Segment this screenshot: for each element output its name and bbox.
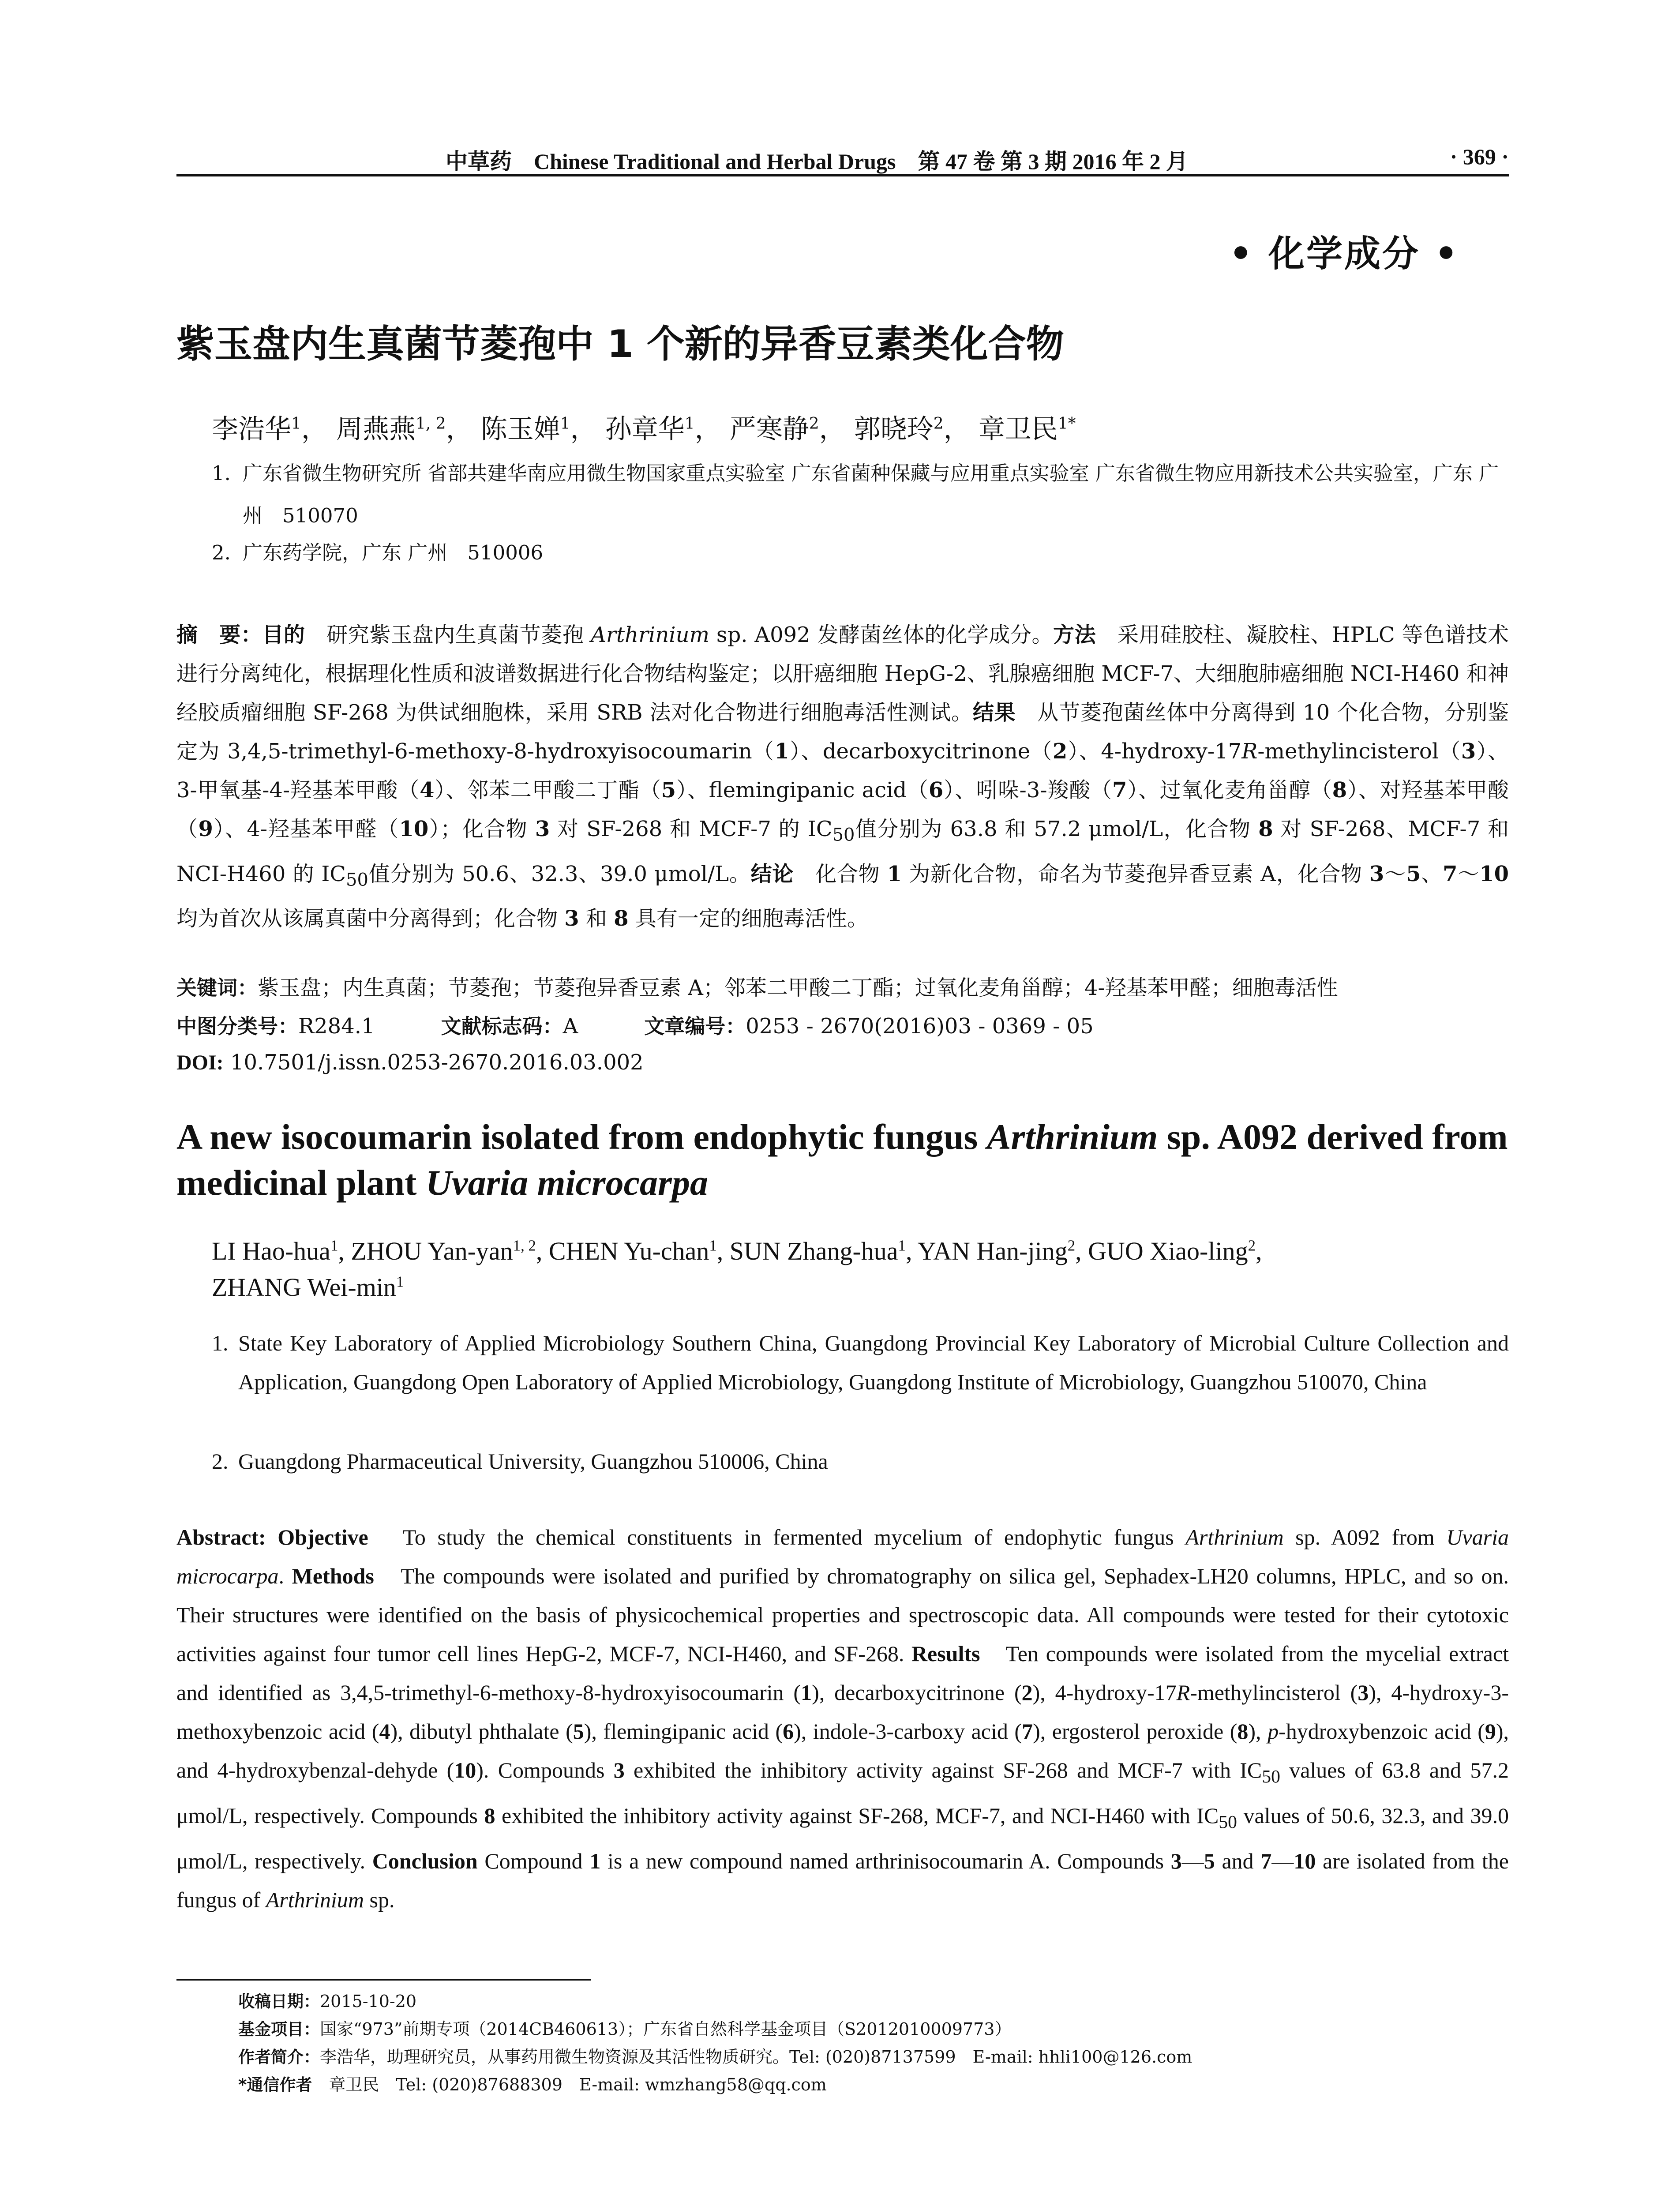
compound-number: 2 [1052, 739, 1068, 764]
results-text: exhibited the inhibitory activity against SF-268 and MCF-7 with IC [624, 1758, 1262, 1782]
author-name: YAN Han-jing [917, 1237, 1068, 1265]
author-name: 严寒静 [729, 414, 809, 445]
affil-text: State Key Laboratory of Applied Microbiology Southern China, Guangdong Provincial Key Laboratory of Microbial Culture Collection and Application, Guangdong Open Laboratory of Applied Microbiology, Guangdong Institute of Microbiology, Guangzhou 510070, China [238, 1331, 1509, 1394]
conclusion-text: and [1215, 1849, 1261, 1873]
results-text: ）、吲哚-3-羧酸（ [943, 778, 1112, 803]
received-date: 2015-10-20 [320, 1992, 417, 2011]
compound-number: 2 [1021, 1680, 1033, 1705]
stereo-descriptor: R [1241, 739, 1258, 764]
article-no-value: 0253 - 2670(2016)03 - 0369 - 05 [746, 1014, 1094, 1039]
section-label: • 化学成分 • [1229, 233, 1459, 275]
conclusion-text: sp. [364, 1887, 395, 1912]
author-name: GUO Xiao-ling [1088, 1237, 1248, 1265]
chinese-affiliation-2 [212, 532, 1513, 574]
compound-number: 7 [1022, 1719, 1033, 1744]
footnotes [238, 1988, 1192, 2099]
results-text: ), and 4-hydroxybenzal-dehyde ( [176, 1719, 1509, 1782]
doi-label: DOI: [176, 1051, 224, 1074]
compound-number: 10 [399, 817, 429, 841]
results-text: values of 50.6, 32.3, and 39.0 μmol/L, respectively. [176, 1803, 1509, 1873]
abstract-label: 摘 要： [176, 623, 262, 647]
ic50-subscript: 50 [832, 825, 855, 845]
results-text: Ten compounds were isolated from the mycelial extract and identified as 3,4,5-trimethyl-6-methoxy-8-hydroxyisocoumarin ( [176, 1641, 1509, 1705]
author-name: 陈玉婵 [480, 414, 560, 445]
english-title [176, 1114, 1509, 1206]
results-text: -methylincisterol ( [1190, 1680, 1358, 1705]
results-label: 结果 [972, 700, 1016, 725]
affil-text: 广东省微生物研究所 省部共建华南应用微生物国家重点实验室 广东省菌种保藏与应用重点实验室 广东省微生物应用新技术公共实验室，广东 广州 510070 [243, 461, 1499, 527]
results-text: 值分别为 50.6、32.3、39.0 μmol/L。 [368, 861, 751, 886]
compound-number: 3 [1358, 1680, 1369, 1705]
compound-number: 9 [198, 817, 213, 841]
fund-label: 基金项目： [238, 2020, 320, 2039]
author-name: 章卫民 [978, 414, 1058, 445]
conclusion-text: — [1271, 1849, 1294, 1873]
results-text: ）、邻苯二甲酸二丁酯（ [434, 778, 661, 803]
affil-number: 1. [212, 461, 231, 485]
results-text: 对 SF-268 和 MCF-7 的 IC [550, 817, 832, 841]
compound-number: 6 [783, 1719, 794, 1744]
chinese-title: 紫玉盘内生真菌节菱孢中 1 个新的异香豆素类化合物 [176, 322, 1064, 366]
doccode-label: 文献标志码： [441, 1014, 563, 1038]
conclusion-text: ～ [1384, 861, 1406, 886]
author-affil: 1 [291, 415, 301, 433]
compound-number: 5 [661, 778, 676, 803]
compound-number: 3 [535, 817, 550, 841]
conclusion-text: is a new compound named arthrinisocoumarin A. Compounds [600, 1849, 1171, 1873]
compound-number: 8 [1237, 1719, 1249, 1744]
results-text: ), [1248, 1719, 1268, 1744]
results-text: -hydroxybenzoic acid ( [1279, 1719, 1485, 1744]
results-text: ）；化合物 [428, 817, 535, 841]
author-name: ZHANG Wei-min [212, 1273, 396, 1302]
affil-number: 2. [212, 541, 231, 564]
journal-info: 中草药 Chinese Traditional and Herbal Drugs 第 47 卷 第 3 期 2016 年 2 月 [446, 149, 1188, 174]
chinese-authors: 李浩华$^1$， 周燕燕$^{1, 2}$， 陈玉婵$^1$， 孙章华$^1$， 严寒静$^2$， 郭晓玲$^2$， 章卫民$^{1*}$ [212, 414, 1076, 445]
received-label: 收稿日期： [238, 1992, 320, 2011]
classification-line [176, 1010, 1160, 1039]
genus-name: Arthrinium [591, 623, 710, 647]
doi-value: 10.7501/j.issn.0253-2670.2016.03.002 [223, 1050, 644, 1075]
compound-number: 8 [1258, 817, 1273, 841]
author-affil: 2 [1067, 1237, 1076, 1254]
compound-number: 3 [564, 906, 579, 931]
english-affiliation-2 [212, 1442, 1509, 1481]
compound-number: 3 [1461, 739, 1476, 764]
compound-number: 1 [801, 1680, 812, 1705]
compound-number: 7 [1260, 1849, 1272, 1873]
keywords-label: 关键词： [176, 976, 258, 1000]
compound-number: 9 [1485, 1719, 1496, 1744]
results-text: ）、对羟基苯甲酸（ [176, 778, 1509, 841]
fund-text: 国家“973”前期专项（2014CB460613）；广东省自然科学基金项目（S2012010009773） [320, 2019, 1012, 2039]
received-date-line [238, 1988, 1192, 2015]
results-text: 从节菱孢菌丝体中分离得到 10 个化合物，分别鉴定为 3,4,5-trimethyl-6-methoxy-8-hydroxyisocoumarin（ [176, 700, 1509, 764]
results-text: ）、decarboxycitrinone（ [789, 739, 1053, 764]
header-rule [176, 174, 1509, 176]
compound-number: 1 [774, 739, 789, 764]
results-text: 值分别为 63.8 和 57.2 μmol/L，化合物 [855, 817, 1259, 841]
author-affil: 2 [1248, 1237, 1256, 1254]
conclusion-text: Compound [477, 1849, 590, 1873]
objective-text: To study the chemical constituents in fermented mycelium of endophytic fungus [368, 1525, 1186, 1549]
results-text: ), indole-3-carboxy acid ( [794, 1719, 1022, 1744]
author-affil: 1, 2 [513, 1237, 536, 1254]
author-affil: 1 [684, 415, 695, 433]
author-bio-text: 李浩华，助理研究员，从事药用微生物资源及其活性物质研究。Tel: (020)87137599 E-mail: hhli100@126.com [320, 2047, 1192, 2067]
author-name: 周燕燕 [336, 414, 416, 445]
compound-number: 4 [420, 778, 435, 803]
results-text: ）、flemingipanic acid（ [676, 778, 929, 803]
compound-number: 8 [484, 1803, 495, 1828]
conclusion-text: 均为首次从该属真菌中分离得到；化合物 [176, 906, 565, 931]
genus-name: Arthrinium [986, 1117, 1158, 1157]
affil-text: 广东药学院，广东 广州 510006 [243, 541, 544, 564]
author-name: LI Hao-hua [212, 1237, 330, 1265]
author-affil: 1 [709, 1237, 717, 1254]
objective-label: 目的 [262, 623, 305, 647]
compound-number: 10 [1294, 1849, 1316, 1873]
conclusion-text: 化合物 [794, 861, 887, 886]
results-text: ）、4-hydroxy-17 [1067, 739, 1242, 764]
english-affiliation-1 [212, 1324, 1509, 1401]
author-name: SUN Zhang-hua [729, 1237, 898, 1265]
author-affil: 2 [933, 415, 944, 433]
author-affil: 1 [560, 415, 570, 433]
results-text: ）、4-羟基苯甲醛（ [213, 817, 399, 841]
results-text: ). Compounds [476, 1758, 614, 1782]
results-text: ), decarboxycitrinone ( [812, 1680, 1022, 1705]
ic50-subscript: 50 [346, 870, 368, 890]
results-text: values of 63.8 and 57.2 μmol/L, respectively. Compounds [176, 1758, 1509, 1828]
methods-label: 方法 [1053, 623, 1096, 647]
results-text: ), dibutyl phthalate ( [390, 1719, 573, 1744]
results-text: ), 4-hydroxy-17 [1032, 1680, 1177, 1705]
stereo-descriptor: R [1176, 1680, 1190, 1705]
plant-name: Uvaria microcarpa [176, 1525, 1509, 1588]
author-affil: 1 [330, 1237, 338, 1254]
doccode-value: A [562, 1014, 578, 1039]
conclusion-text: — [1181, 1849, 1204, 1873]
affil-number: 2. [212, 1449, 229, 1474]
results-text: 对 SF-268、MCF-7 和 NCI-H460 的 IC [176, 817, 1509, 886]
doi-line [176, 1050, 644, 1075]
results-text: exhibited the inhibitory activity against SF-268, MCF-7, and NCI-H460 with IC [495, 1803, 1219, 1828]
doccode-block [441, 1010, 578, 1039]
clc-block [176, 1010, 375, 1039]
fund-line [238, 2015, 1192, 2043]
conclusion-text: 和 [579, 906, 614, 931]
compound-number: 5 [573, 1719, 584, 1744]
article-no-label: 文章编号： [644, 1014, 746, 1038]
corresponding-label: *通信作者 [238, 2075, 312, 2094]
english-abstract [176, 1518, 1509, 1919]
objective-text: 研究紫玉盘内生真菌节菱孢 [305, 623, 591, 647]
conclusion-text: 为新化合物，命名为节菱孢异香豆素 A，化合物 [902, 861, 1370, 886]
author-name: 李浩华 [212, 414, 291, 445]
conclusion-label: 结论 [750, 861, 794, 886]
compound-number: 6 [928, 778, 944, 803]
author-bio-label: 作者简介： [238, 2048, 320, 2067]
methods-label: Methods [292, 1564, 374, 1588]
conclusion-text: are isolated from the fungus of [176, 1849, 1509, 1912]
compound-number: 7 [1443, 861, 1458, 886]
author-bio-line [238, 2043, 1192, 2071]
compound-number: 1 [589, 1849, 601, 1873]
genus-name: Arthrinium [1185, 1525, 1284, 1549]
compound-number: 4 [379, 1719, 390, 1744]
results-text: ）、过氧化麦角甾醇（ [1127, 778, 1332, 803]
compound-number: 3 [613, 1758, 625, 1782]
compound-number: 1 [887, 861, 902, 886]
corresponding-author-line [238, 2071, 1192, 2099]
keywords-text: 紫玉盘；内生真菌；节菱孢；节菱孢异香豆素 A；邻苯二甲酸二丁酯；过氧化麦角甾醇；4-羟基苯甲醛；细胞毒活性 [258, 975, 1338, 1000]
running-header [176, 141, 1509, 172]
results-text: ), flemingipanic acid ( [584, 1719, 783, 1744]
author-name: 孙章华 [605, 414, 685, 445]
plant-name: Uvaria microcarpa [425, 1163, 708, 1203]
chinese-affiliation-1 [212, 452, 1513, 537]
author-affil: 2 [809, 415, 819, 433]
compound-number: 10 [1479, 861, 1509, 886]
chinese-abstract [176, 615, 1509, 938]
compound-number: 3 [1369, 861, 1384, 886]
compound-number: 8 [614, 906, 629, 931]
title-text: sp. A092 derived from medicinal plant [176, 1117, 1508, 1203]
objective-text: sp. A092 发酵菌丝体的化学成分。 [709, 623, 1054, 647]
compound-number: 5 [1406, 861, 1421, 886]
ic50-subscript: 50 [1219, 1812, 1237, 1832]
objective-text: sp. A092 from [1283, 1525, 1447, 1549]
results-text: ）、3-甲氧基-4-羟基苯甲酸（ [176, 739, 1509, 803]
author-name: ZHOU Yan-yan [351, 1237, 513, 1265]
results-label: Results [911, 1641, 980, 1666]
author-affil: 1 [898, 1237, 906, 1254]
keywords-line [176, 971, 1338, 1001]
methods-text: 采用硅胶柱、凝胶柱、HPLC 等色谱技术进行分离纯化，根据理化性质和波谱数据进行化合物结构鉴定；以肝癌细胞 HepG-2、乳腺癌细胞 MCF-7、大细胞肺癌细胞 NCI-H460 和神经胶质瘤细胞 SF-268 为供试细胞株，采用 SRB 法对化合物进行细胞毒活性测试。 [176, 623, 1509, 725]
clc-label: 中图分类号： [176, 1014, 298, 1038]
ic50-subscript: 50 [1262, 1767, 1280, 1787]
compound-number: 3 [1170, 1849, 1182, 1873]
compound-number: 5 [1204, 1849, 1215, 1873]
conclusion-text: 具有一定的细胞毒活性。 [628, 906, 868, 931]
page-number: · 369 · [1450, 144, 1509, 169]
results-text: -methylincisterol（ [1257, 739, 1461, 764]
para-prefix: p [1268, 1719, 1279, 1744]
genus-name: Arthrinium [266, 1887, 364, 1912]
title-text: A new isocoumarin isolated from endophytic fungus [176, 1117, 987, 1157]
corresponding-text: 章卫民 Tel: (020)87688309 E-mail: wmzhang58@qq.com [312, 2075, 827, 2094]
footnote-rule [176, 1979, 591, 1981]
author-name: CHEN Yu-chan [548, 1237, 709, 1265]
english-authors: LI Hao-hua$^1$, ZHOU Yan-yan$^{1, 2}$, CHEN Yu-chan$^1$, SUN Zhang-hua$^1$, YAN Han-jing$^2$, GUO Xiao-ling$^2$, ZHANG Wei-$\min^1$ [212, 1237, 1262, 1302]
compound-number: 7 [1112, 778, 1127, 803]
clc-value: R284.1 [298, 1014, 375, 1039]
author-affil: 1, 2 [415, 415, 446, 433]
affil-number: 1. [212, 1331, 229, 1355]
conclusion-text: 、 [1421, 861, 1443, 886]
compound-number: 8 [1332, 778, 1347, 803]
author-name: 郭晓玲 [854, 414, 934, 445]
conclusion-text: ～ [1457, 861, 1480, 886]
conclusion-label: Conclusion [372, 1849, 478, 1873]
results-text: ), ergosterol peroxide ( [1033, 1719, 1238, 1744]
results-text: ), 4-hydroxy-3-methoxybenzoic acid ( [176, 1680, 1509, 1744]
author-affil: 1 [396, 1273, 404, 1291]
affil-text: Guangdong Pharmaceutical University, Guangzhou 510006, China [238, 1449, 828, 1474]
author-affil: 1* [1058, 415, 1076, 433]
methods-text: The compounds were isolated and purified by chromatography on silica gel, Sephadex-LH20 columns, HPLC, and so on. Their structures were identified on the basis of physicochemical properties and spectroscopic data. All compounds were tested for their cytotoxic activities against four tumor cell lines HepG-2, MCF-7, NCI-H460, and SF-268. [176, 1564, 1509, 1666]
abstract-objective-label: Abstract: Objective [176, 1525, 368, 1549]
compound-number: 10 [454, 1758, 476, 1782]
article-no-block [644, 1010, 1093, 1039]
objective-text: . [278, 1564, 292, 1588]
